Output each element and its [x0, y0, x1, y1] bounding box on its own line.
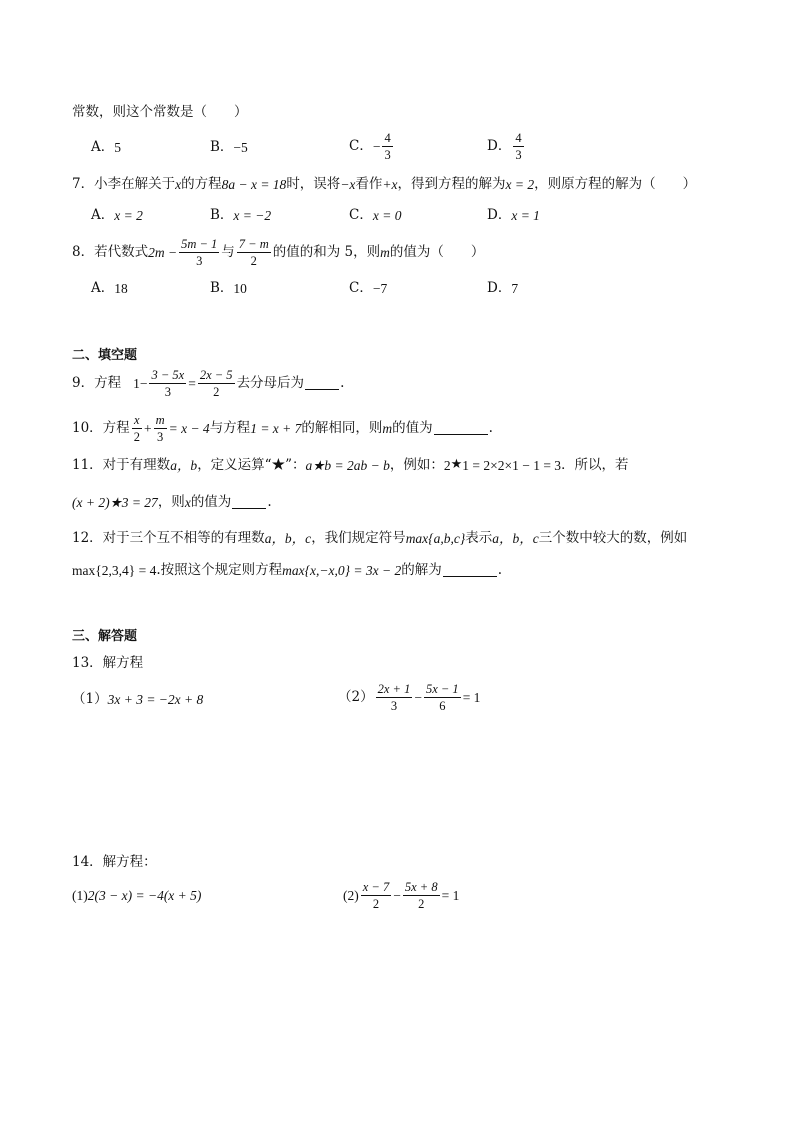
math-var: m [382, 421, 393, 437]
punctuation: . [488, 420, 493, 437]
equation: x = 2 [505, 177, 535, 192]
option-sign: − [372, 139, 381, 155]
option-label: A． [91, 280, 115, 296]
denominator: 3 [384, 148, 391, 163]
q8-option-c [349, 281, 387, 297]
stem-text: 小李在解关于 [94, 176, 176, 192]
numerator: 5m − 1 [179, 237, 219, 253]
q14-part2 [343, 880, 459, 912]
denominator: 3 [196, 254, 203, 269]
q7-option-d [487, 208, 540, 224]
equals-sign: = [188, 376, 196, 392]
denominator: 2 [372, 897, 380, 912]
numerator: 2x + 1 [376, 682, 413, 698]
denominator: 3 [156, 430, 164, 445]
q6-stem-tail: 常数，则这个常数是（ ） [72, 104, 248, 120]
equation: 3x + 3 = −2x + 8 [107, 692, 204, 707]
option-label: B． [210, 207, 234, 223]
q13-part2 [338, 682, 480, 714]
q12-stem-line1 [72, 531, 687, 547]
q8-stem [72, 237, 484, 269]
q13-title: 13．解方程 [72, 655, 144, 671]
answer-blank[interactable] [305, 377, 339, 390]
fraction [237, 237, 271, 269]
fraction [403, 880, 440, 912]
option-value: 10 [233, 281, 247, 296]
option-value: x = 2 [114, 208, 143, 223]
denominator: 3 [390, 699, 398, 714]
q13-part1 [72, 692, 203, 708]
option-label: A． [91, 207, 115, 223]
option-label: D． [487, 207, 512, 223]
q8-option-a [91, 281, 128, 297]
option-label: A． [91, 139, 115, 155]
stem-text: ．所以，若 [561, 457, 629, 473]
option-label: D． [487, 138, 512, 155]
stem-text: ，则 [157, 494, 185, 510]
question-number: 7． [72, 176, 95, 192]
denominator: 2 [133, 430, 140, 445]
q7-option-c [349, 208, 401, 224]
q10-stem [72, 413, 493, 445]
math-var: m [380, 245, 390, 261]
denominator: 3 [164, 385, 171, 400]
stem-text: 若代数式 [94, 244, 149, 261]
punctuation: . [497, 562, 503, 578]
answer-blank[interactable] [434, 422, 488, 435]
q11-stem-line1 [72, 458, 629, 474]
fraction [149, 368, 186, 400]
answer-blank[interactable] [443, 564, 497, 577]
math-var: x [175, 177, 182, 192]
stem-text: 看作 [355, 176, 383, 192]
part-label: （1） [72, 691, 108, 707]
option-label: B． [210, 280, 234, 296]
punctuation: . [340, 375, 345, 392]
q8-option-b [210, 281, 247, 297]
minus-sign: − [393, 888, 401, 904]
option-label: C． [349, 138, 373, 155]
option-label: C． [349, 280, 373, 296]
numerator: 5x − 1 [424, 682, 461, 698]
stem-text: 的值的和为 5，则 [272, 244, 381, 261]
stem-text: 12．对于三个互不相等的有理数 [72, 530, 265, 546]
fraction [361, 880, 391, 912]
fraction [513, 131, 523, 163]
equation: 2(3 − x) = −4(x + 5) [87, 888, 202, 903]
option-value: x = −2 [233, 208, 272, 223]
stem-text: ，例如： [389, 457, 444, 473]
option-value: x = 0 [372, 208, 402, 223]
math-term: max{a,b,c} [405, 531, 466, 546]
option-value: 5 [114, 140, 121, 155]
q6-option-d [487, 131, 526, 163]
math-term: 2 [443, 458, 451, 473]
option-label: B． [210, 139, 234, 155]
stem-text: 的方程 [181, 176, 222, 192]
stem-text: 与方程 [209, 420, 251, 437]
stem-text: 的解为 [401, 562, 442, 578]
numerator: 2x − 5 [198, 368, 235, 384]
numerator: x [132, 413, 142, 429]
equation: 1 = 2×2×1 − 1 = 3 [462, 458, 562, 473]
math-term: = 1 [462, 690, 481, 706]
option-value: 18 [114, 281, 128, 296]
equation: max{2,3,4} = 4 [72, 563, 157, 578]
stem-text: 的值为 [392, 420, 433, 437]
math-vars: a，b [170, 458, 198, 473]
numerator: 4 [382, 131, 392, 147]
numerator: 5x + 8 [403, 880, 440, 896]
denominator: 2 [213, 385, 220, 400]
q9-stem [72, 368, 344, 400]
question-number: 9．方程 [72, 375, 122, 392]
denominator: 2 [418, 897, 425, 912]
math-term: 2m − [148, 245, 178, 261]
stem-text: 去分母后为 [236, 375, 305, 392]
fraction [382, 131, 392, 163]
numerator: 3 − 5x [149, 368, 186, 384]
math-var: x [184, 495, 191, 510]
math-term: 1− [133, 376, 148, 392]
equation: (x + 2)★3 = 27 [72, 495, 158, 510]
q11-stem-line2 [72, 495, 272, 511]
q14-part1 [72, 888, 201, 904]
stem-text: 三个数中较大的数，例如 [538, 530, 688, 546]
math-term: +x [382, 177, 398, 192]
stem-text: 表示 [465, 530, 493, 546]
stem-text: ，则原方程的解为（ ） [534, 176, 697, 192]
q6-option-a [91, 140, 121, 156]
stem-text: 与 [221, 244, 235, 261]
stem-text: 的值为 [190, 494, 232, 510]
fraction [198, 368, 235, 400]
equation: a★b = 2ab − b [305, 458, 390, 473]
math-vars: a，b，c [264, 531, 312, 546]
question-number: 10．方程 [72, 420, 130, 437]
option-value: −5 [233, 140, 248, 155]
stem-text: 时，误将 [286, 176, 341, 192]
stem-text: 的值为（ ） [389, 244, 485, 261]
punctuation: . [267, 494, 272, 510]
equation: 8a − x = 18 [221, 177, 287, 192]
option-value: −7 [372, 281, 388, 296]
q6-option-b [210, 140, 248, 156]
stem-text: ，定义运算“★”： [197, 457, 306, 473]
option-label: D． [487, 280, 512, 296]
q7-option-b [210, 208, 271, 224]
fraction [424, 682, 461, 714]
numerator: x − 7 [361, 880, 391, 896]
denominator: 3 [515, 148, 522, 163]
math-term: = x − 4 [168, 421, 210, 437]
equation: max{x,−x,0} = 3x − 2 [282, 563, 402, 578]
q8-option-d [487, 281, 518, 297]
stem-text: ，我们规定符号 [311, 530, 406, 546]
option-value: 7 [511, 281, 519, 296]
question-number: 8． [72, 244, 95, 261]
fraction [376, 682, 413, 714]
q6-option-c [349, 131, 395, 163]
stem-text: .按照这个规定则方程 [156, 562, 283, 578]
denominator: 6 [439, 699, 446, 714]
stem-text: ，得到方程的解为 [397, 176, 506, 192]
section-heading-fill-in: 二、填空题 [72, 348, 138, 363]
math-term: −x [340, 177, 356, 192]
plus-sign: + [143, 421, 152, 437]
stem-text: 的解相同，则 [301, 420, 383, 437]
fraction [179, 237, 219, 269]
numerator: 4 [513, 131, 523, 147]
q7-stem [72, 177, 696, 193]
part-label: (2) [343, 888, 359, 904]
stem-text: 11．对于有理数 [72, 457, 171, 473]
fraction [132, 413, 142, 445]
part-label: （2） [338, 689, 374, 706]
answer-blank[interactable] [232, 496, 266, 509]
option-label: C． [349, 207, 373, 223]
numerator: m [154, 413, 167, 429]
equation: 1 = x + 7 [250, 421, 302, 437]
q7-option-a [91, 208, 143, 224]
denominator: 2 [250, 254, 257, 269]
q14-title: 14．解方程： [72, 854, 157, 870]
q12-stem-line2 [72, 563, 502, 579]
numerator: 7 − m [237, 237, 271, 253]
fraction [154, 413, 167, 445]
section-heading-solve: 三、解答题 [72, 629, 138, 644]
option-value: x = 1 [511, 208, 540, 223]
math-vars: a，b，c [492, 531, 539, 546]
math-term: = 1 [441, 888, 460, 904]
star-icon: ★ [450, 457, 463, 473]
part-label: (1) [72, 888, 88, 903]
minus-sign: − [414, 690, 422, 706]
